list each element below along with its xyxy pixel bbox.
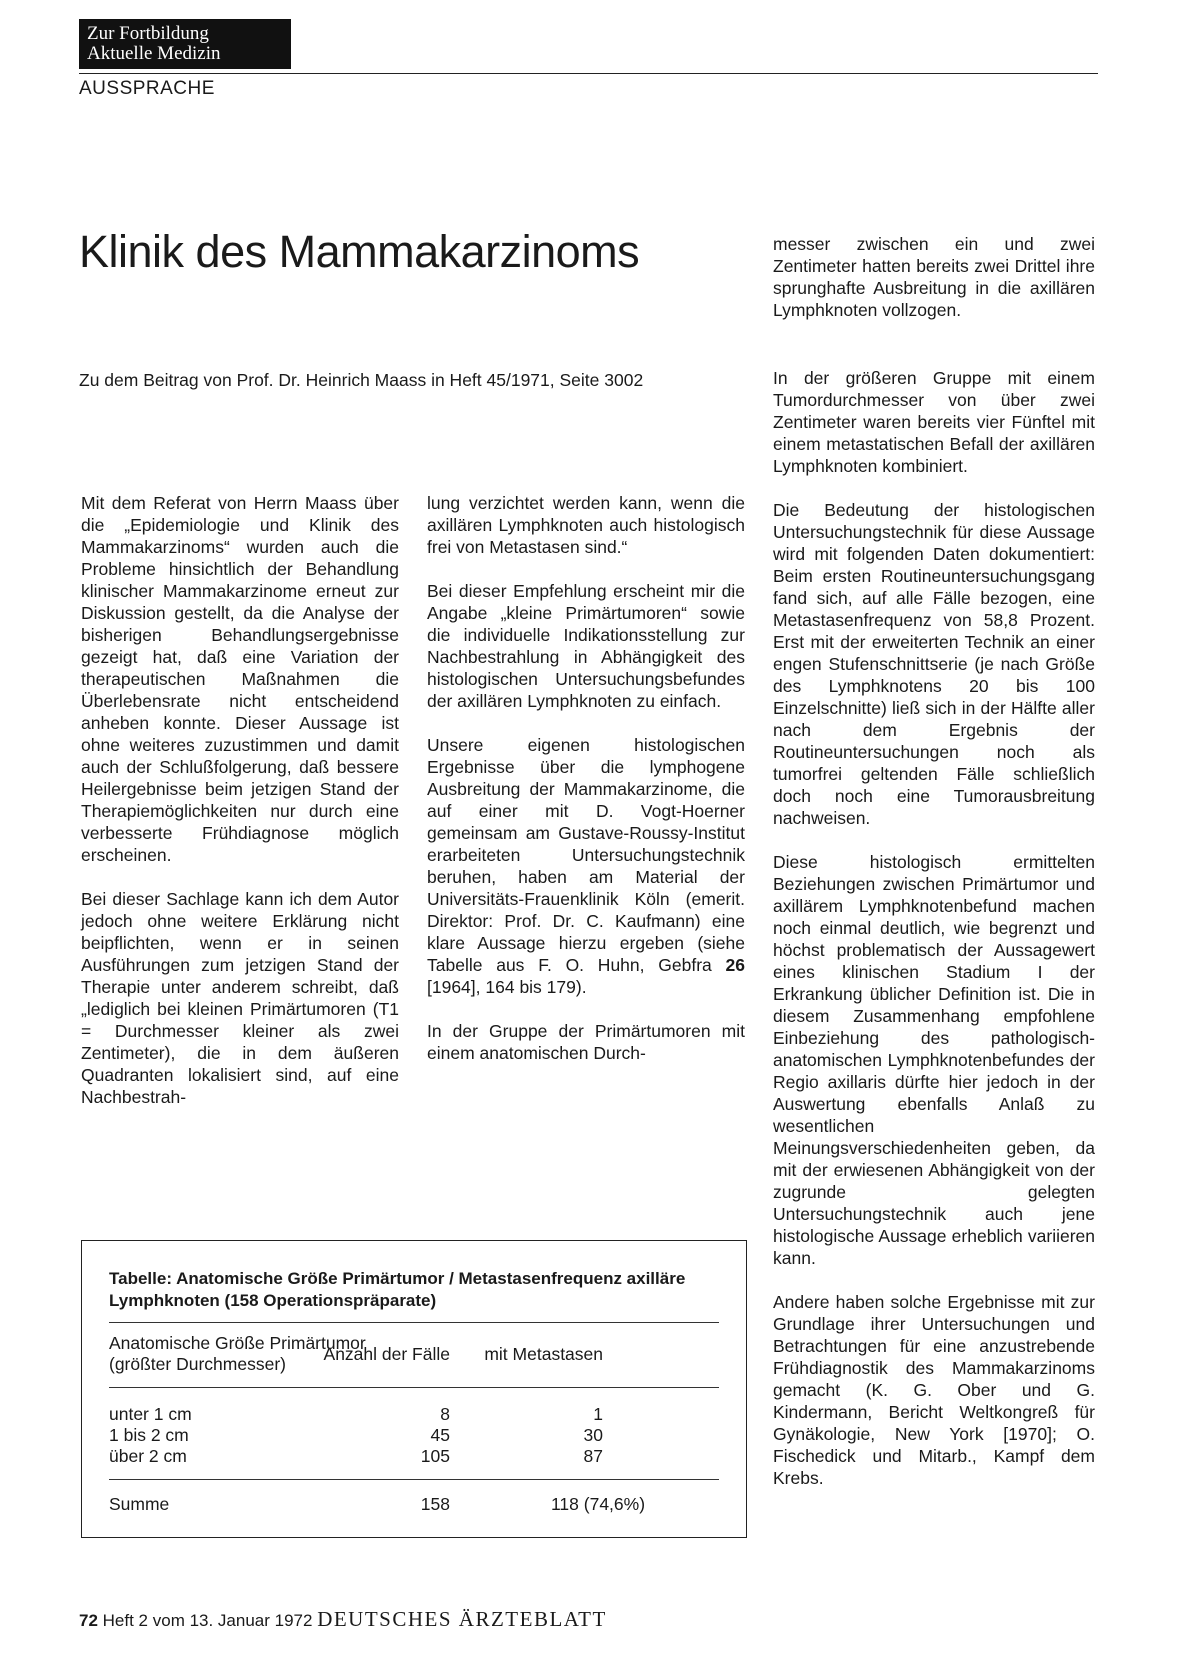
table-rule [109,1387,719,1388]
cell-size: 1 bis 2 cm [109,1425,189,1445]
page-number: 72 [79,1611,98,1630]
cell-cases: 45 [430,1425,450,1445]
cell-size: unter 1 cm [109,1404,192,1424]
section-label: AUSSPRACHE [79,78,215,99]
paragraph [427,734,745,998]
sum-label: Summe [109,1494,170,1514]
cell-metastases: 87 [583,1446,603,1466]
paragraph: In der Gruppe der Primärtumoren mit einem anatomischen Durch- [427,1021,745,1063]
badge-line-1: Zur Fortbildung [87,23,209,44]
paragraph: Mit dem Referat von Herrn Maass über die „Epidemiologie und Klinik des Mammakarzinoms“ wurden auch die Probleme hinsichtlich der Behandlung klinischer Mammakarzinome erneut zur Diskussion gestellt, da die Analyse der bisherigen Behandlungsergebnisse gezeigt hat, daß eine Variation der therapeutischen Maßnahmen die Überlebensrate nicht entscheidend anheben konnte. Dieser Aussage ist ohne weiteres zuzustimmen und damit auch der Schlußfolgerung, daß bessere Heilergebnisse beim jetzigen Stand der Therapiemöglichkeiten nur durch eine verbesserte Frühdiagnose möglich erscheinen. [81,493,399,865]
cell-cases: 105 [420,1446,450,1466]
issue-info: Heft 2 vom 13. Januar 1972 [102,1611,313,1630]
paragraph: Diese histologisch ermittelten Beziehungen zwischen Primärtumor und axillärem Lymphknotenbefund machen noch einmal deutlich, wie begrenzt und höchst problematisch der Aussagewert eines klinischen Stadium I der Erkrankung üblicher Definition ist. Die in diesem Zusammenhang empfohlene Einbeziehung des pathologisch-anatomischen Lymphknotenbefundes der Regio axillaris dürfte hier jedoch in der Auswertung ebenfalls Anlaß zu wesentlichen Meinungsverschiedenheiten geben, da mit der erwiesenen Abhängigkeit von der zugrunde gelegten Untersuchungstechnik auch jene histologische Aussage erheblich variieren kann. [773,852,1095,1268]
article-title: Klinik des Mammakarzinoms [79,226,640,277]
text-run: Unsere eigenen histologischen Ergebnisse über die lymphogene Ausbreitung der Mammakarzinome, die auf einer mit D. Vogt-Hoerner gemeinsam am Gustave-Roussy-Institut erarbeiteten Untersuchungstechnik beruhen, haben am Material der Universitäts-Frauenklinik Köln (emerit. Direktor: Prof. Dr. C. Kaufmann) eine klare Aussage hierzu ergeben (siehe Tabelle aus F. O. Huhn, Gebfra [427,735,745,975]
journal-name: DEUTSCHES ÄRZTEBLATT [317,1607,607,1631]
cell-size: über 2 cm [109,1446,187,1466]
cell-metastases: 1 [593,1404,603,1424]
paragraph: In der größeren Gruppe mit einem Tumordurchmesser von über zwei Zentimeter waren bereits vier Fünftel mit einem metastatischen Befall der axillären Lymphknoten kombiniert. [773,368,1095,476]
text-column-3 [773,367,1095,1511]
paragraph: Die Bedeutung der histologischen Untersuchungstechnik für diese Aussage wird mit folgenden Daten dokumentiert: Beim ersten Routineuntersuchungsgang fand sich, auf alle Fälle bezogen, eine Metastasenfrequenz von 58,8 Prozent. Erst mit der erweiterten Technik an einer engen Stufenschnittserie (je nach Größe des Lymphknotens 20 bis 100 Einzelschnitte) ließ sich in der Hälfte aller nach dem Ergebnis der Routineuntersuchungen noch als tumorfrei geltenden Fälle schließlich doch noch eine Tumorausbreitung nachweisen. [773,500,1095,828]
column-header-size-line-2: (größter Durchmesser) [109,1354,286,1374]
paragraph: Bei dieser Sachlage kann ich dem Autor jedoch ohne weitere Erklärung nicht beipflichten, wenn er in seinen Ausführungen zum jetzigen Stand der Therapie unter anderem schreibt, daß „lediglich bei kleinen Primärtumoren (T1 = Durchmesser kleiner als zwei Zentimeter), die in dem äußeren Quadranten lokalisiert sind, auf eine Nachbestrah- [81,889,399,1107]
header-rule [79,73,1098,74]
data-table [81,1240,747,1538]
badge-line-2: Aktuelle Medizin [87,43,221,64]
text-run: [1964], 164 bis 179). [427,977,587,997]
cell-cases: 8 [440,1404,450,1424]
cell-metastases: 30 [583,1425,603,1445]
table-rule [109,1479,719,1480]
column-header-cases: Anzahl der Fälle [323,1344,450,1364]
paragraph: messer zwischen ein und zwei Zentimeter hatten bereits zwei Drittel ihre sprunghafte Ausbreitung in die axillären Lymphknoten vollzogen. [773,234,1095,320]
page-footer [79,1607,607,1632]
text-column-3-top [773,233,1095,343]
sum-metastases: 118 (74,6%) [551,1494,646,1514]
column-header-metastases: mit Metastasen [484,1344,603,1364]
text-column-2 [427,492,745,1086]
table-rule [109,1322,719,1323]
column-header-size-line-1: Anatomische Größe Primärtumor [109,1333,366,1353]
paragraph: lung verzichtet werden kann, wenn die axillären Lymphknoten auch histologisch frei von Metastasen sind.“ [427,493,745,557]
article-subtitle: Zu dem Beitrag von Prof. Dr. Heinrich Maass in Heft 45/1971, Seite 3002 [79,370,644,390]
sum-cases: 158 [420,1494,450,1514]
text-column-1 [81,492,399,1130]
table-caption: Tabelle: Anatomische Größe Primärtumor / Metastasenfrequenz axilläre Lymphknoten (158 Operationspräparate) [109,1269,686,1310]
paragraph: Bei dieser Empfehlung erscheint mir die Angabe „kleine Primärtumoren“ sowie die individuelle Indikationsstellung zur Nachbestrahlung in Abhängigkeit des histologischen Untersuchungsbefundes der axillären Lymphknoten zu einfach. [427,581,745,711]
paragraph: Andere haben solche Ergebnisse mit zur Grundlage ihrer Untersuchungen und Betrachtungen für eine anzustrebende Frühdiagnostik des Mammakarzinoms gemacht (K. G. Ober und G. Kindermann, Bericht Weltkongreß für Gynäkologie, New York [1970]; O. Fischedick und Mitarb., Kampf dem Krebs. [773,1292,1095,1488]
section-badge [79,19,291,69]
volume-number: 26 [725,955,745,975]
